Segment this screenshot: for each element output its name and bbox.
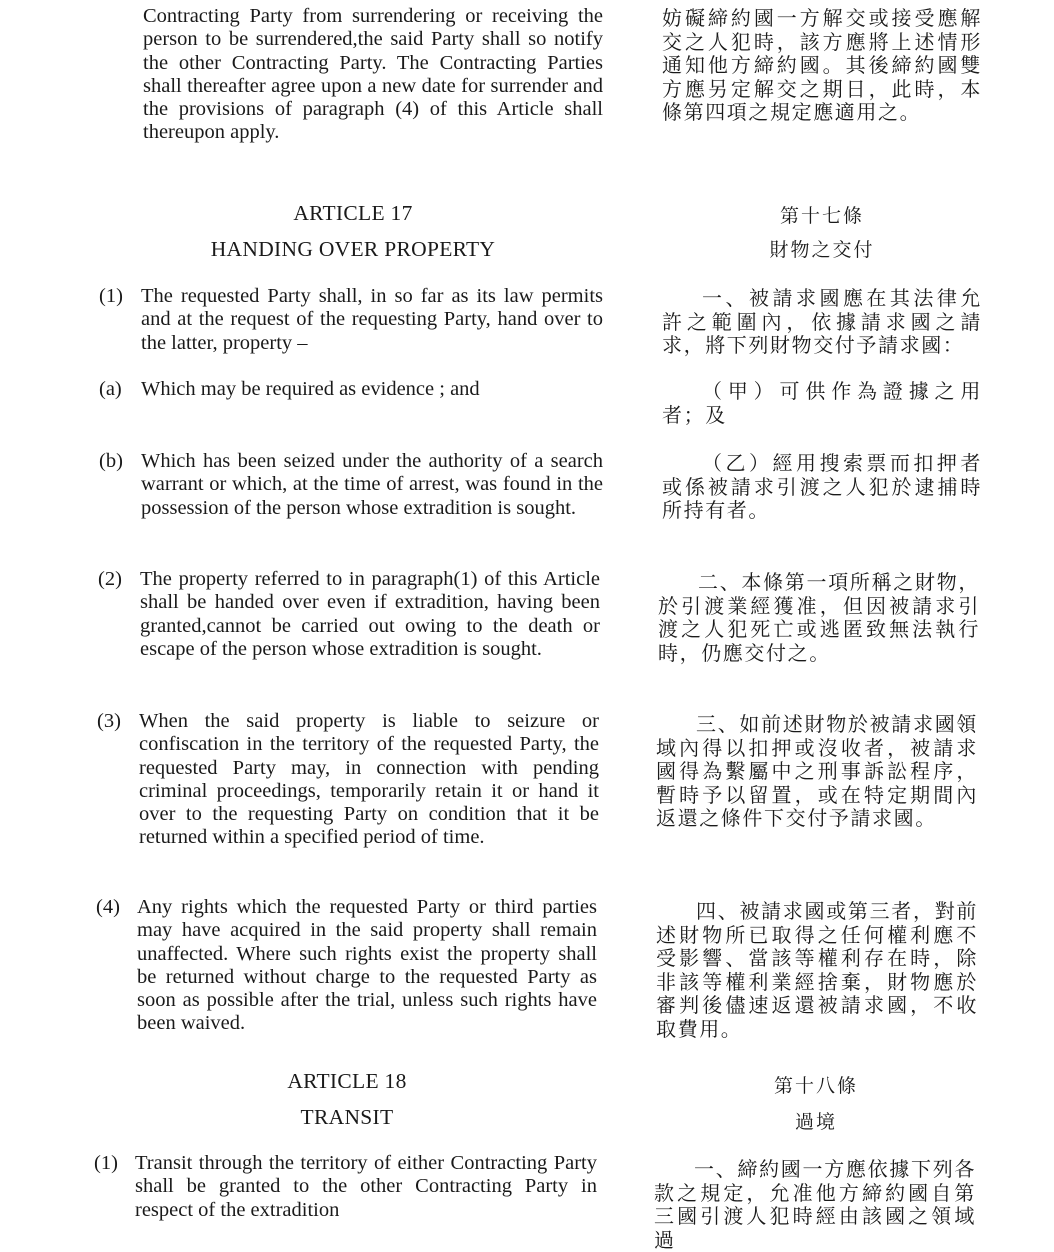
en-para-a-number: (a): [99, 378, 122, 400]
zh-para-b: （乙）經用搜索票而扣押者或係被請求引渡之人犯於逮捕時所持有者。: [662, 451, 982, 522]
en-continued-paragraph: Contracting Party from surrendering or receiving the person to be surrendered,the said Party shall so notify the other Contracting Party. The Contracting Parties shall thereafter agree upon a new date for surrender and the provisions of paragraph (4) of this Article shall thereupon apply.: [143, 5, 603, 144]
zh-para-4: 四、被請求國或第三者，對前述財物所已取得之任何權利應不受影響、當該等權利存在時，除非該等權利業經捨棄，財物應於審判後儘速返還被請求國，不收取費用。: [656, 899, 978, 1041]
en-para-4-number: (4): [96, 896, 120, 918]
en-article-18-title: TRANSIT: [300, 1105, 394, 1129]
zh-para-1: 一、被請求國應在其法律允許之範圍內，依據請求國之請求，將下列財物交付予請求國：: [662, 286, 982, 357]
en-art18-para-1: Transit through the territory of either Contracting Party shall be granted to the other Contracting Party in respect of the extradition: [135, 1152, 597, 1221]
zh-article-18-number: 第十八條: [773, 1075, 858, 1097]
en-article-17-title: HANDING OVER PROPERTY: [210, 237, 496, 261]
en-art18-para-1-number: (1): [94, 1152, 118, 1174]
zh-article-17-number: 第十七條: [779, 205, 864, 227]
en-para-4: Any rights which the requested Party or third parties may have acquired in the said property shall remain unaffected. Where such rights exist the property shall be returned without charge to the requested Party as soon as possible after the trial, unless such rights have been waived.: [137, 896, 597, 1035]
en-para-1-number: (1): [99, 285, 123, 307]
zh-article-18-title: 過境: [794, 1111, 837, 1133]
en-para-b: Which has been seized under the authority of a search warrant or which, at the time of arrest, was found in the possession of the person whose extradition is sought.: [141, 450, 603, 519]
zh-para-a: （甲）可供作為證據之用者；及: [662, 379, 982, 427]
zh-art18-para-1: 一、締約國一方應依據下列各款之規定，允准他方締約國自第三國引渡人犯時經由該國之領域過: [654, 1157, 976, 1252]
en-para-2-number: (2): [98, 568, 122, 590]
en-article-18-number: ARTICLE 18: [287, 1069, 407, 1093]
en-para-3: When the said property is liable to seizure or confiscation in the territory of the requested Party, the requested Party may, in connection with pending criminal proceedings, temporarily retain it or hand it over to the requesting Party on condition that it be returned within a specified period of time.: [139, 710, 599, 849]
en-para-2: The property referred to in paragraph(1) of this Article shall be handed over even if extradition, having been granted,cannot be carried out owing to the death or escape of the person whose extradition is sought.: [140, 568, 600, 660]
en-para-b-number: (b): [99, 450, 123, 472]
zh-para-2: 二、本條第一項所稱之財物，於引渡業經獲准，但因被請求引渡之人犯死亡或逃匿致無法執行時，仍應交付之。: [658, 570, 980, 665]
zh-article-17-title: 財物之交付: [769, 239, 875, 261]
en-para-a: Which may be required as evidence ; and: [141, 378, 480, 400]
en-para-1: The requested Party shall, in so far as its law permits and at the request of the requesting Party, hand over to the latter, property –: [141, 285, 603, 354]
zh-continued-paragraph: 妨礙締約國一方解交或接受應解交之人犯時，該方應將上述情形通知他方締約國。其後締約國雙方應另定解交之期日，此時，本條第四項之規定應適用之。: [662, 6, 982, 124]
en-article-17-number: ARTICLE 17: [293, 201, 413, 225]
zh-para-3: 三、如前述財物於被請求國領域內得以扣押或沒收者，被請求國得為繫屬中之刑事訴訟程序，暫時予以留置，或在特定期間內返還之條件下交付予請求國。: [656, 712, 978, 830]
en-para-3-number: (3): [97, 710, 121, 732]
